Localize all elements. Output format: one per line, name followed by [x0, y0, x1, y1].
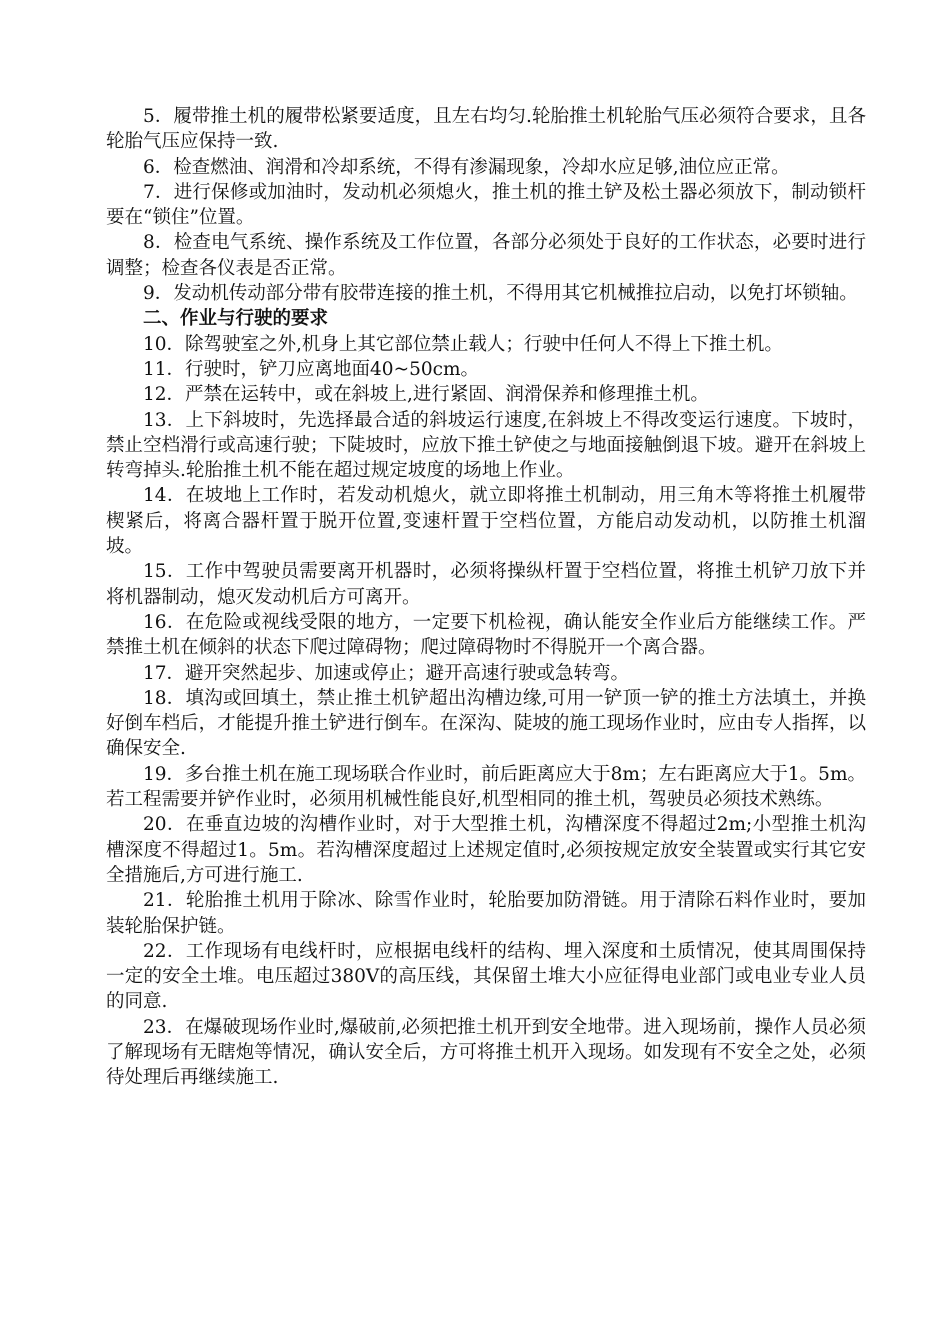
paragraph-item-23: 23．在爆破现场作业时,爆破前,必须把推土机开到安全地带。进入现场前，操作人员必须了解现场有无瞎炮等情况，确认安全后，方可将推土机开入现场。如发现有不安全之处，必须待处理后再继续施工. — [106, 1016, 866, 1089]
paragraph-item-7: 7．进行保修或加油时，发动机必须熄火，推土机的推土铲及松土器必须放下，制动锁杆要在“锁住”位置。 — [106, 181, 866, 229]
paragraph-item-8: 8．检查电气系统、操作系统及工作位置，各部分必须处于良好的工作状态，必要时进行调整；检查各仪表是否正常。 — [106, 232, 866, 279]
paragraph-item-17: 17．避开突然起步、加速或停止；避开高速行驶或急转弯。 — [143, 662, 630, 684]
paragraph-item-18: 18．填沟或回填土，禁止推土机铲超出沟槽边缘,可用一铲顶一铲的推土方法填土，并换好倒车档后，才能提升推土铲进行倒车。在深沟、陡坡的施工现场作业时，应由专人指挥，以确保安全. — [106, 687, 866, 760]
paragraph-item-10: 10．除驾驶室之外,机身上其它部位禁止载人；行驶中任何人不得上下推土机。 — [143, 333, 783, 355]
paragraph-item-6: 6．检查燃油、润滑和冷却系统，不得有渗漏现象，冷却水应足够,油位应正常。 — [143, 156, 790, 178]
paragraph-item-15: 15．工作中驾驶员需要离开机器时，必须将操纵杆置于空档位置，将推土机铲刀放下并将机器制动，熄灭发动机后方可离开。 — [106, 561, 866, 608]
paragraph-item-21: 21．轮胎推土机用于除冰、除雪作业时，轮胎要加防滑链。用于清除石料作业时，要加装轮胎保护链。 — [106, 890, 866, 937]
paragraph-item-16: 16．在危险或视线受限的地方，一定要下机检视，确认能安全作业后方能继续工作。严禁推土机在倾斜的状态下爬过障碍物；爬过障碍物时不得脱开一个离合器。 — [106, 611, 866, 659]
paragraph-item-12: 12．严禁在运转中，或在斜坡上,进行紧固、润滑保养和修理推土机。 — [143, 384, 709, 406]
paragraph-item-14: 14．在坡地上工作时，若发动机熄火，就立即将推土机制动，用三角木等将推土机履带楔紧后，将离合器杆置于脱开位置,变速杆置于空档位置，方能启动发动机，以防推土机溜坡。 — [106, 485, 866, 558]
section-heading: 二、作业与行驶的要求 — [143, 308, 329, 330]
paragraph-item-13: 13．上下斜坡时，先选择最合适的斜坡运行速度,在斜坡上不得改变运行速度。下坡时，禁止空档滑行或高速行驶；下陡坡时，应放下推土铲使之与地面接触倒退下坡。避开在斜坡上转弯掉头.轮胎推土机不能在超过规定坡度的场地上作业。 — [106, 409, 866, 482]
paragraph-item-11: 11．行驶时，铲刀应离地面40~50cm。 — [143, 358, 480, 380]
paragraph-item-20: 20．在垂直边坡的沟槽作业时，对于大型推土机，沟槽深度不得超过2m;小型推土机沟槽深度不得超过1。5m。若沟槽深度超过上述规定值时,必须按规定放安全装置或实行其它安全措施后,方可进行施工. — [106, 814, 866, 886]
document-body — [106, 104, 866, 1091]
paragraph-item-5: 5．履带推土机的履带松紧要适度，且左右均匀.轮胎推土机轮胎气压必须符合要求，且各轮胎气压应保持一致. — [106, 106, 866, 153]
paragraph-item-9: 9．发动机传动部分带有胶带连接的推土机，不得用其它机械推拉启动，以免打坏锁轴。 — [143, 283, 858, 305]
paragraph-item-22: 22．工作现场有电线杆时，应根据电线杆的结构、埋入深度和土质情况，使其周围保持一定的安全土堆。电压超过380V的高压线，其保留土堆大小应征得电业部门或电业专业人员的同意. — [106, 940, 866, 1013]
paragraph-item-19: 19．多台推土机在施工现场联合作业时，前后距离应大于8m；左右距离应大于1。5m。若工程需要并铲作业时，必须用机械性能良好,机型相同的推土机，驾驶员必须技术熟练。 — [106, 763, 866, 811]
